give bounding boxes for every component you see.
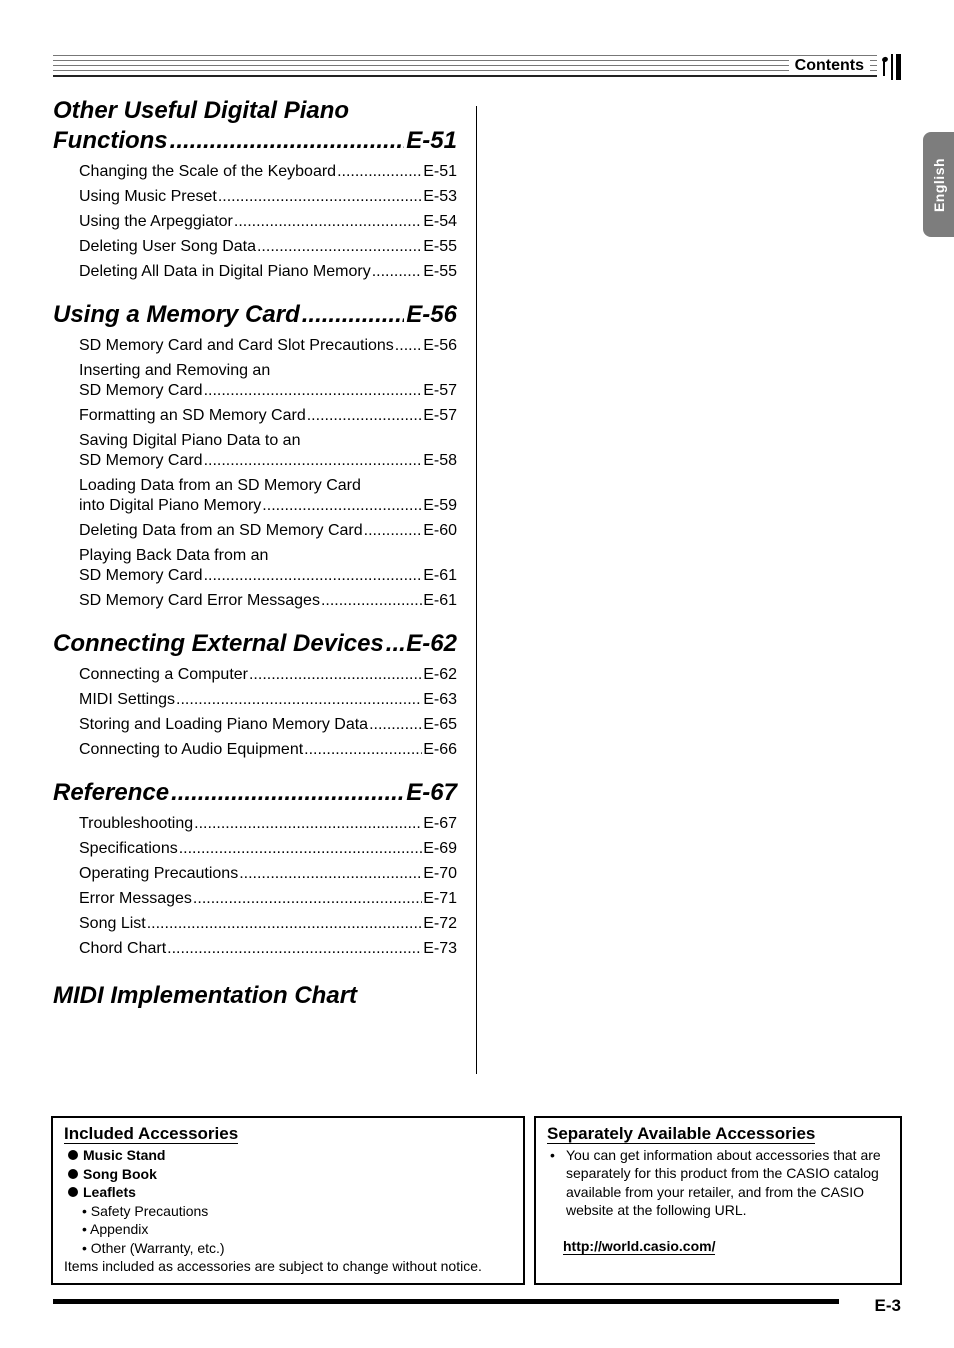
accessory-label: Leaflets (83, 1184, 136, 1200)
entry-page: E-58 (423, 451, 457, 469)
entry-title: Error Messages (79, 889, 192, 907)
toc-items (53, 156, 457, 284)
entry-page: E-61 (423, 591, 457, 609)
section-title-cont[interactable]: Functions (53, 127, 168, 154)
leader-dots (167, 939, 422, 959)
leader-dots (204, 451, 423, 471)
url-text: http://world.casio.com/ (563, 1238, 716, 1255)
entry-title: SD Memory Card (79, 381, 203, 399)
entry-page: E-71 (423, 889, 457, 907)
info-text: You can get information about accessories that are separately for this product from the CASIO catalog available from your retailer, and from the CASIO website at the following URL. (566, 1147, 881, 1218)
entry-page: E-57 (423, 381, 457, 399)
included-accessories-heading: Included Accessories (64, 1124, 239, 1143)
section-title-line (53, 981, 457, 1011)
entry-page: E-56 (423, 336, 457, 354)
leader-dots (176, 690, 422, 710)
toc-entry[interactable] (79, 543, 457, 588)
leaflet-item: • Safety Precautions (82, 1202, 209, 1219)
leader-dots (262, 496, 422, 516)
leaflet-item: • Appendix (82, 1221, 149, 1237)
leader-dots (171, 778, 404, 808)
entry-page: E-73 (423, 939, 457, 957)
toc-entry[interactable] (79, 234, 457, 259)
toc-entry[interactable] (79, 687, 457, 712)
leader-dots (194, 814, 422, 834)
entry-title: Chord Chart (79, 939, 167, 957)
entry-title-line1: Inserting and Removing an (79, 361, 271, 379)
entry-page: E-67 (423, 814, 457, 832)
toc-entry[interactable] (79, 737, 457, 762)
entry-title: into Digital Piano Memory (79, 496, 262, 514)
bullet-icon: • (550, 1147, 555, 1163)
toc-items (53, 808, 457, 961)
entry-title: SD Memory Card and Card Slot Precautions (79, 336, 394, 354)
separate-accessories-heading: Separately Available Accessories (547, 1124, 816, 1143)
section-title-line (53, 300, 457, 330)
section-title[interactable]: Other Useful Digital Piano (53, 97, 350, 124)
section-title-line (53, 96, 457, 126)
section-title[interactable]: Reference (53, 779, 170, 806)
entry-title: Deleting Data from an SD Memory Card (79, 521, 363, 539)
entry-title: Using the Arpeggiator (79, 212, 233, 230)
leader-dots (204, 566, 423, 586)
entry-page: E-63 (423, 690, 457, 708)
entry-title: Song List (79, 914, 146, 932)
leader-dots (337, 162, 422, 182)
leader-dots (321, 591, 422, 611)
toc-entry[interactable] (79, 836, 457, 861)
entry-title: Storing and Loading Piano Memory Data (79, 715, 369, 733)
entry-page: E-65 (423, 715, 457, 733)
toc-section (53, 300, 457, 613)
accessory-item (64, 1183, 512, 1202)
entry-page: E-70 (423, 864, 457, 882)
toc-entry[interactable] (79, 403, 457, 428)
music-note-icon (877, 54, 901, 80)
leader-dots (249, 665, 422, 685)
toc-entry[interactable] (79, 333, 457, 358)
entry-title: Deleting All Data in Digital Piano Memory (79, 262, 371, 280)
leader-dots (218, 187, 422, 207)
bullet-icon (68, 1150, 78, 1160)
table-of-contents (53, 96, 457, 1011)
entry-page: E-53 (423, 187, 457, 205)
toc-entry[interactable] (79, 259, 457, 284)
toc-section (53, 981, 457, 1011)
casio-url-link[interactable] (547, 1238, 889, 1254)
leader-dots (386, 629, 405, 659)
leader-dots (239, 864, 422, 884)
header-rule (53, 55, 901, 79)
entry-title: MIDI Settings (79, 690, 176, 708)
included-accessories-box (51, 1116, 525, 1285)
column-divider (476, 106, 477, 1074)
entry-page: E-55 (423, 262, 457, 280)
language-label: English (930, 157, 947, 212)
entry-title: Deleting User Song Data (79, 237, 256, 255)
leader-dots (307, 406, 422, 426)
entry-title: Using Music Preset (79, 187, 217, 205)
leader-dots (395, 336, 422, 356)
entry-title-line1: Playing Back Data from an (79, 546, 269, 564)
section-page[interactable]: E-51 (406, 127, 457, 154)
toc-entry[interactable] (79, 209, 457, 234)
section-title[interactable]: Connecting External Devices (53, 630, 384, 657)
toc-entry[interactable] (79, 518, 457, 543)
entry-title: Operating Precautions (79, 864, 239, 882)
entry-page: E-55 (423, 237, 457, 255)
toc-entry[interactable] (79, 811, 457, 836)
entry-page: E-72 (423, 914, 457, 932)
leader-dots (204, 381, 423, 401)
leader-dots (372, 262, 423, 282)
leader-dots (364, 521, 423, 541)
entry-page: E-57 (423, 406, 457, 424)
toc-section (53, 96, 457, 284)
entry-title: Connecting a Computer (79, 665, 248, 683)
toc-entry[interactable] (79, 588, 457, 613)
entry-title: Changing the Scale of the Keyboard (79, 162, 337, 180)
section-page[interactable]: E-62 (406, 630, 457, 657)
language-tab[interactable] (923, 132, 954, 237)
entry-title: SD Memory Card Error Messages (79, 591, 320, 609)
entry-title: Formatting an SD Memory Card (79, 406, 306, 424)
toc-entry[interactable] (79, 861, 457, 886)
entry-title: SD Memory Card (79, 451, 203, 469)
section-page[interactable]: E-67 (406, 779, 457, 806)
accessories-note: Items included as accessories are subject to change without notice. (64, 1258, 482, 1274)
toc-entry[interactable] (79, 473, 457, 518)
footer-rule (53, 1299, 839, 1304)
bullet-icon (68, 1169, 78, 1179)
leader-dots (193, 889, 422, 909)
toc-section (53, 778, 457, 961)
section-title-line (53, 629, 457, 659)
leader-dots (179, 839, 422, 859)
section-title[interactable]: MIDI Implementation Chart (53, 982, 358, 1009)
bullet-icon (68, 1187, 78, 1197)
entry-page: E-60 (423, 521, 457, 539)
toc-entry[interactable] (79, 712, 457, 737)
leader-dots (302, 300, 405, 330)
toc-entry[interactable] (79, 936, 457, 961)
leader-dots (147, 914, 422, 934)
toc-entry[interactable] (79, 184, 457, 209)
toc-items (53, 659, 457, 762)
toc-items (53, 330, 457, 613)
separate-accessories-box (534, 1116, 902, 1285)
section-title-line (53, 126, 457, 156)
toc-entry[interactable] (79, 886, 457, 911)
toc-section (53, 629, 457, 762)
separate-accessories-text (547, 1146, 889, 1219)
leader-dots (304, 740, 422, 760)
accessory-label: Music Stand (83, 1147, 166, 1163)
entry-page: E-66 (423, 740, 457, 758)
accessory-item (64, 1165, 512, 1184)
leader-dots (170, 126, 405, 156)
toc-entry[interactable] (79, 358, 457, 403)
header-title: Contents (789, 57, 870, 75)
accessory-label: Song Book (83, 1165, 157, 1182)
section-title-line (53, 778, 457, 808)
entry-page: E-62 (423, 665, 457, 683)
entry-title: Connecting to Audio Equipment (79, 740, 304, 758)
accessory-item (64, 1146, 512, 1165)
entry-title: Specifications (79, 839, 178, 857)
entry-title-line1: Saving Digital Piano Data to an (79, 431, 301, 449)
leader-dots (369, 715, 422, 735)
entry-page: E-61 (423, 566, 457, 584)
leaflet-item: • Other (Warranty, etc.) (82, 1239, 225, 1256)
entry-page: E-69 (423, 839, 457, 857)
section-title[interactable]: Using a Memory Card (53, 301, 300, 328)
toc-entry[interactable] (79, 159, 457, 184)
toc-entry[interactable] (79, 911, 457, 936)
entry-page: E-51 (423, 162, 457, 180)
section-page[interactable]: E-56 (406, 301, 457, 328)
toc-entry[interactable] (79, 428, 457, 473)
leader-dots (234, 212, 422, 232)
page-number: E-3 (874, 1296, 901, 1315)
entry-title: Troubleshooting (79, 814, 194, 832)
entry-page: E-59 (423, 496, 457, 514)
toc-entry[interactable] (79, 662, 457, 687)
leader-dots (257, 237, 422, 257)
entry-title: SD Memory Card (79, 566, 203, 584)
entry-page: E-54 (423, 212, 457, 230)
entry-title-line1: Loading Data from an SD Memory Card (79, 476, 361, 494)
